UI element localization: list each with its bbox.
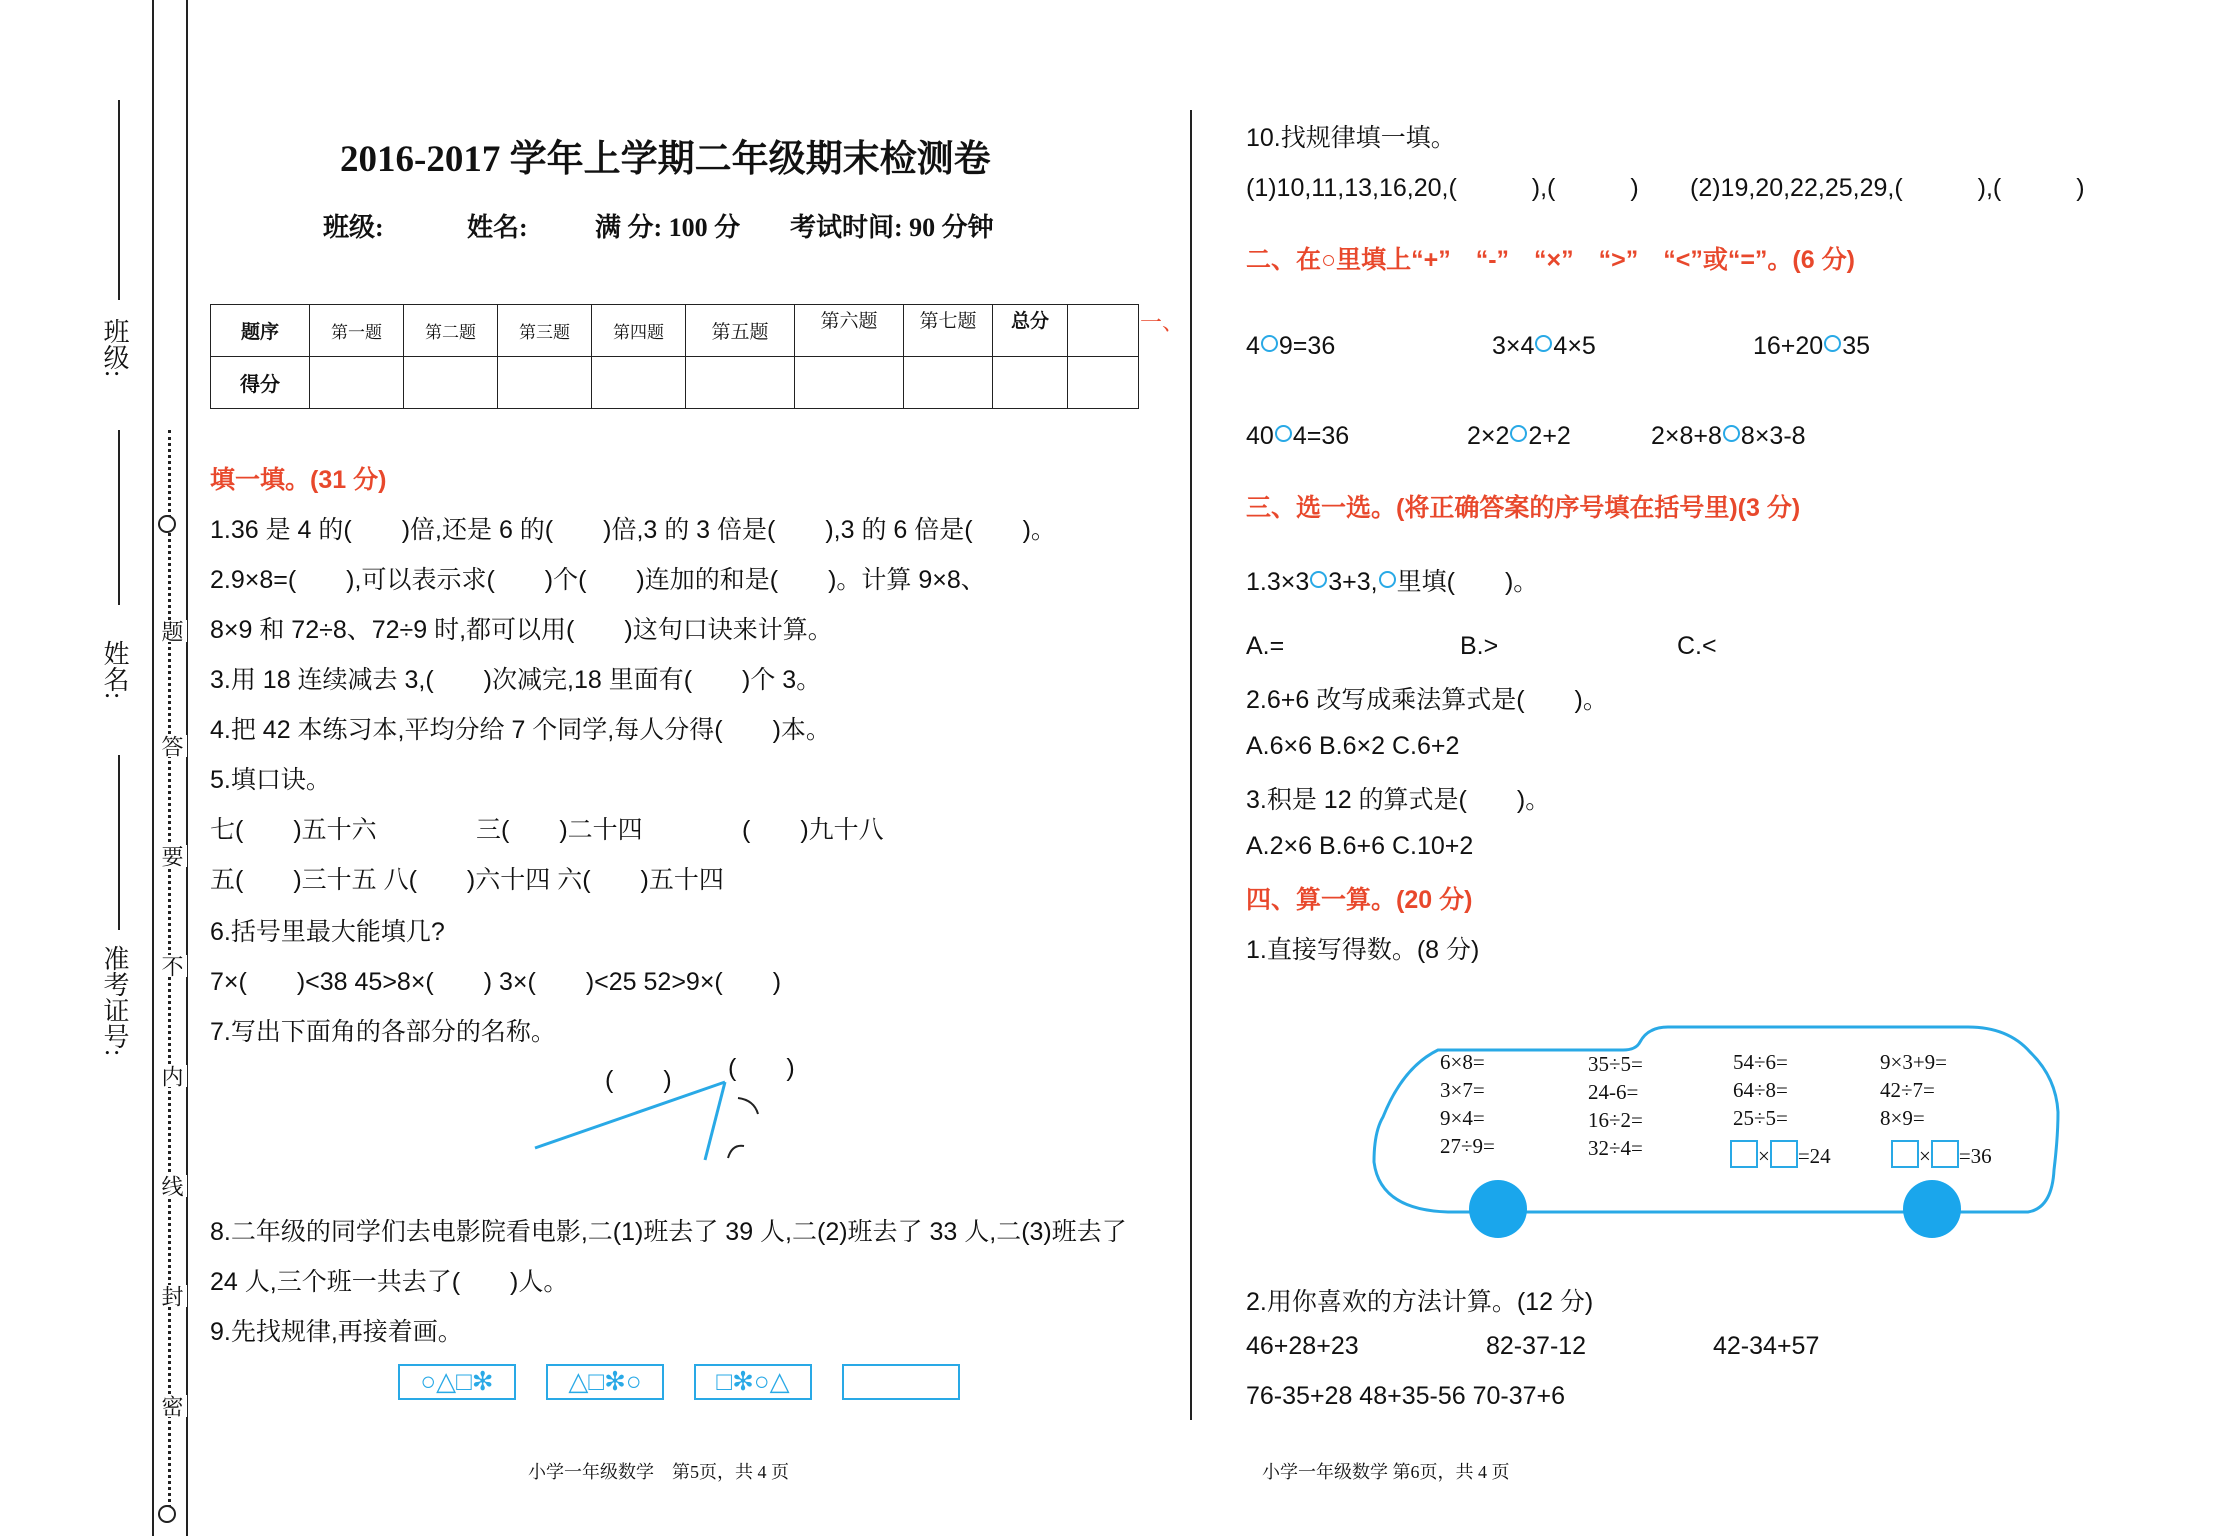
calc-item: 46+28+23 xyxy=(1246,1332,1359,1360)
compare-item: 3×4 4×5 xyxy=(1492,332,1596,360)
seal-char-5: 内 xyxy=(156,1065,187,1087)
question-line: 3.用 18 连续减去 3,( )次减完,18 里面有( )个 3。 xyxy=(210,666,822,694)
choice-question-1: 1.3×3 3+3, 里填( )。 xyxy=(1246,568,1539,596)
footer-left: 小学一年级数学 第5页，共 4 页 xyxy=(528,1462,789,1482)
box-equation-24: × =24 xyxy=(1730,1140,1831,1169)
arith-item: 3×7= xyxy=(1440,1078,1485,1102)
arith-item: 32÷4= xyxy=(1588,1136,1643,1160)
circle-blank[interactable] xyxy=(1379,571,1396,588)
score-input-cell[interactable] xyxy=(795,357,904,409)
arith-item: 16÷2= xyxy=(1588,1108,1643,1132)
answer-box[interactable] xyxy=(1770,1140,1798,1168)
arith-item: 9×4= xyxy=(1440,1106,1485,1130)
circle-blank[interactable] xyxy=(1723,425,1740,442)
header-score: 满 分: 100 分 xyxy=(595,213,741,242)
question-6-items: 7×( )<38 45>8×( ) 3×( )<25 52>9×( ) xyxy=(210,968,782,996)
koujue-item: ( )九十八 xyxy=(742,816,884,844)
arith-item: 35÷5= xyxy=(1588,1052,1643,1076)
score-table-cell: 第一题 xyxy=(310,305,404,357)
shape-pattern-answer-box[interactable] xyxy=(842,1364,960,1400)
header-name: 姓名: xyxy=(467,213,528,242)
seal-char-2: 答 xyxy=(156,735,187,757)
score-input-cell[interactable] xyxy=(404,357,498,409)
score-input-cell[interactable] xyxy=(904,357,993,409)
bus-wheel-back xyxy=(1903,1180,1961,1238)
choice-option: B.> xyxy=(1460,632,1499,660)
score-table-cell: 题序 xyxy=(211,305,310,357)
angle-label-side: ( ) xyxy=(728,1054,795,1082)
section-marker: 一、 xyxy=(1140,310,1185,335)
circle-blank[interactable] xyxy=(1510,425,1527,442)
score-input-cell[interactable] xyxy=(686,357,795,409)
choice-question-3: 3.积是 12 的算式是( )。 xyxy=(1246,786,1551,814)
section3-heading: 三、选一选。(将正确答案的序号填在括号里)(3 分) xyxy=(1246,494,1801,522)
question-9: 9.先找规律,再接着画。 xyxy=(210,1318,463,1346)
angle-label-vertex: ( ) xyxy=(605,1066,672,1094)
score-table-cell: 第五题 xyxy=(686,305,795,357)
score-table-cell: 得分 xyxy=(211,357,310,409)
arith-item: 24-6= xyxy=(1588,1080,1639,1104)
answer-box[interactable] xyxy=(1931,1140,1959,1168)
center-divider xyxy=(1190,110,1192,1420)
koujue-item: 三( )二十四 xyxy=(476,816,643,844)
question-line: 8×9 和 72÷8、72÷9 时,都可以用( )这句口诀来计算。 xyxy=(210,616,833,644)
question-8a: 8.二年级的同学们去电影院看电影,二(1)班去了 39 人,二(2)班去了 33 人,二(3)班去了 xyxy=(210,1218,1127,1246)
score-table-cell: 第二题 xyxy=(404,305,498,357)
bus-col-4 xyxy=(1880,1048,1947,1132)
arith-item: 64÷8= xyxy=(1733,1078,1788,1102)
question-line: 4.把 42 本练习本,平均分给 7 个同学,每人分得( )本。 xyxy=(210,716,831,744)
section2-heading: 二、在○里填上“+” “-” “×” “>” “<”或“=”。(6 分) xyxy=(1246,246,1855,274)
score-table-cell: 第三题 xyxy=(498,305,592,357)
seal-char-4: 不 xyxy=(156,955,187,977)
question-line: 5.填口诀。 xyxy=(210,766,331,794)
exam-no-field-line xyxy=(118,755,120,930)
arith-item: 27÷9= xyxy=(1440,1134,1495,1158)
circle-blank[interactable] xyxy=(1275,425,1292,442)
binding-circle-bottom xyxy=(158,1505,176,1523)
section1-heading: 填一填。(31 分) xyxy=(210,466,387,494)
shape-pattern-box-2: △□✻○ xyxy=(546,1364,664,1400)
header-time: 考试时间: 90 分钟 xyxy=(790,213,994,242)
score-table-cell: 第七题 xyxy=(904,305,993,357)
score-input-cell[interactable] xyxy=(993,357,1068,409)
koujue-item: 七( )五十六 xyxy=(210,816,377,844)
question-10: 10.找规律填一填。 xyxy=(1246,124,1456,152)
score-table-cell xyxy=(1068,305,1139,357)
box-equation-36: × =36 xyxy=(1891,1140,1992,1169)
circle-blank[interactable] xyxy=(1535,335,1552,352)
choice-option: A.= xyxy=(1246,632,1285,660)
seal-char-1: 题 xyxy=(156,620,187,642)
arith-item: 8×9= xyxy=(1880,1106,1925,1130)
score-input-cell[interactable] xyxy=(592,357,686,409)
circle-blank[interactable] xyxy=(1824,335,1841,352)
bus-col-3 xyxy=(1733,1048,1788,1132)
score-input-cell[interactable] xyxy=(498,357,592,409)
seal-char-8: 密 xyxy=(156,1395,187,1417)
name-label: 姓名: xyxy=(100,640,129,700)
compare-item: 2×8+8 8×3-8 xyxy=(1651,422,1806,450)
bus-col-1 xyxy=(1440,1048,1495,1160)
name-field-line xyxy=(118,430,120,605)
exam-no-label: 准考证号: xyxy=(100,945,129,1057)
compare-item: 2×2 2+2 xyxy=(1467,422,1571,450)
answer-box[interactable] xyxy=(1730,1140,1758,1168)
seal-char-7: 封 xyxy=(156,1285,187,1307)
score-table-cell: 第六题 xyxy=(795,305,904,357)
seal-char-6: 线 xyxy=(156,1175,187,1197)
page-title: 2016-2017 学年上学期二年级期末检测卷 xyxy=(340,139,991,180)
header-class: 班级: xyxy=(323,213,384,242)
calc-item: 82-37-12 xyxy=(1486,1332,1587,1360)
bus-wheel-front xyxy=(1469,1180,1527,1238)
question-6: 6.括号里最大能填几? xyxy=(210,918,445,946)
question-line: 1.36 是 4 的( )倍,还是 6 的( )倍,3 的 3 倍是( ),3 的 6 倍是( )。 xyxy=(210,516,1056,544)
calc-row-2: 76-35+28 48+35-56 70-37+6 xyxy=(1246,1382,1566,1410)
koujue-row2: 五( )三十五 八( )六十四 六( )五十四 xyxy=(210,866,724,894)
footer-right: 小学一年级数学 第6页，共 4 页 xyxy=(1262,1462,1510,1482)
choice-option: C.< xyxy=(1677,632,1717,660)
circle-blank[interactable] xyxy=(1261,335,1278,352)
arith-item: 25÷5= xyxy=(1733,1106,1788,1130)
question-line: 2.9×8=( ),可以表示求( )个( )连加的和是( )。计算 9×8、 xyxy=(210,566,986,594)
question-10a: (1)10,11,13,16,20,( ),( ) xyxy=(1246,174,1639,202)
compare-item: 16+20 35 xyxy=(1753,332,1871,360)
bus-col-2 xyxy=(1588,1050,1643,1162)
question-7: 7.写出下面角的各部分的名称。 xyxy=(210,1018,556,1046)
answer-box[interactable] xyxy=(1891,1140,1919,1168)
class-field-line xyxy=(118,100,120,300)
arith-item: 42÷7= xyxy=(1880,1078,1935,1102)
class-label: 班级: xyxy=(100,318,129,378)
compare-item: 4 9=36 xyxy=(1246,332,1336,360)
arith-item: 6×8= xyxy=(1440,1050,1485,1074)
shape-pattern-box-1: ○△□✻ xyxy=(398,1364,516,1400)
shape-pattern-box-3: □✻○△ xyxy=(694,1364,812,1400)
choice-question-2-options: A.6×6 B.6×2 C.6+2 xyxy=(1246,732,1460,760)
score-input-cell[interactable] xyxy=(310,357,404,409)
binding-circle-top xyxy=(158,515,176,533)
score-input-cell[interactable] xyxy=(1068,357,1139,409)
question-10b: (2)19,20,22,25,29,( ),( ) xyxy=(1690,174,2085,202)
calc-question-2: 2.用你喜欢的方法计算。(12 分) xyxy=(1246,1288,1594,1316)
seal-char-3: 要 xyxy=(156,845,187,867)
choice-question-3-options: A.2×6 B.6+6 C.10+2 xyxy=(1246,832,1474,860)
arith-item: 9×3+9= xyxy=(1880,1050,1948,1074)
question-8b: 24 人,三个班一共去了( )人。 xyxy=(210,1268,569,1296)
section4-heading: 四、算一算。(20 分) xyxy=(1246,886,1473,914)
calc-item: 42-34+57 xyxy=(1713,1332,1820,1360)
calc-question-1: 1.直接写得数。(8 分) xyxy=(1246,936,1480,964)
circle-blank[interactable] xyxy=(1310,571,1327,588)
choice-question-2: 2.6+6 改写成乘法算式是( )。 xyxy=(1246,686,1608,714)
arith-item: 54÷6= xyxy=(1733,1050,1788,1074)
compare-item: 40 4=36 xyxy=(1246,422,1350,450)
score-table xyxy=(210,304,1139,409)
score-table-cell: 第四题 xyxy=(592,305,686,357)
score-table-cell: 总分 xyxy=(993,305,1068,357)
